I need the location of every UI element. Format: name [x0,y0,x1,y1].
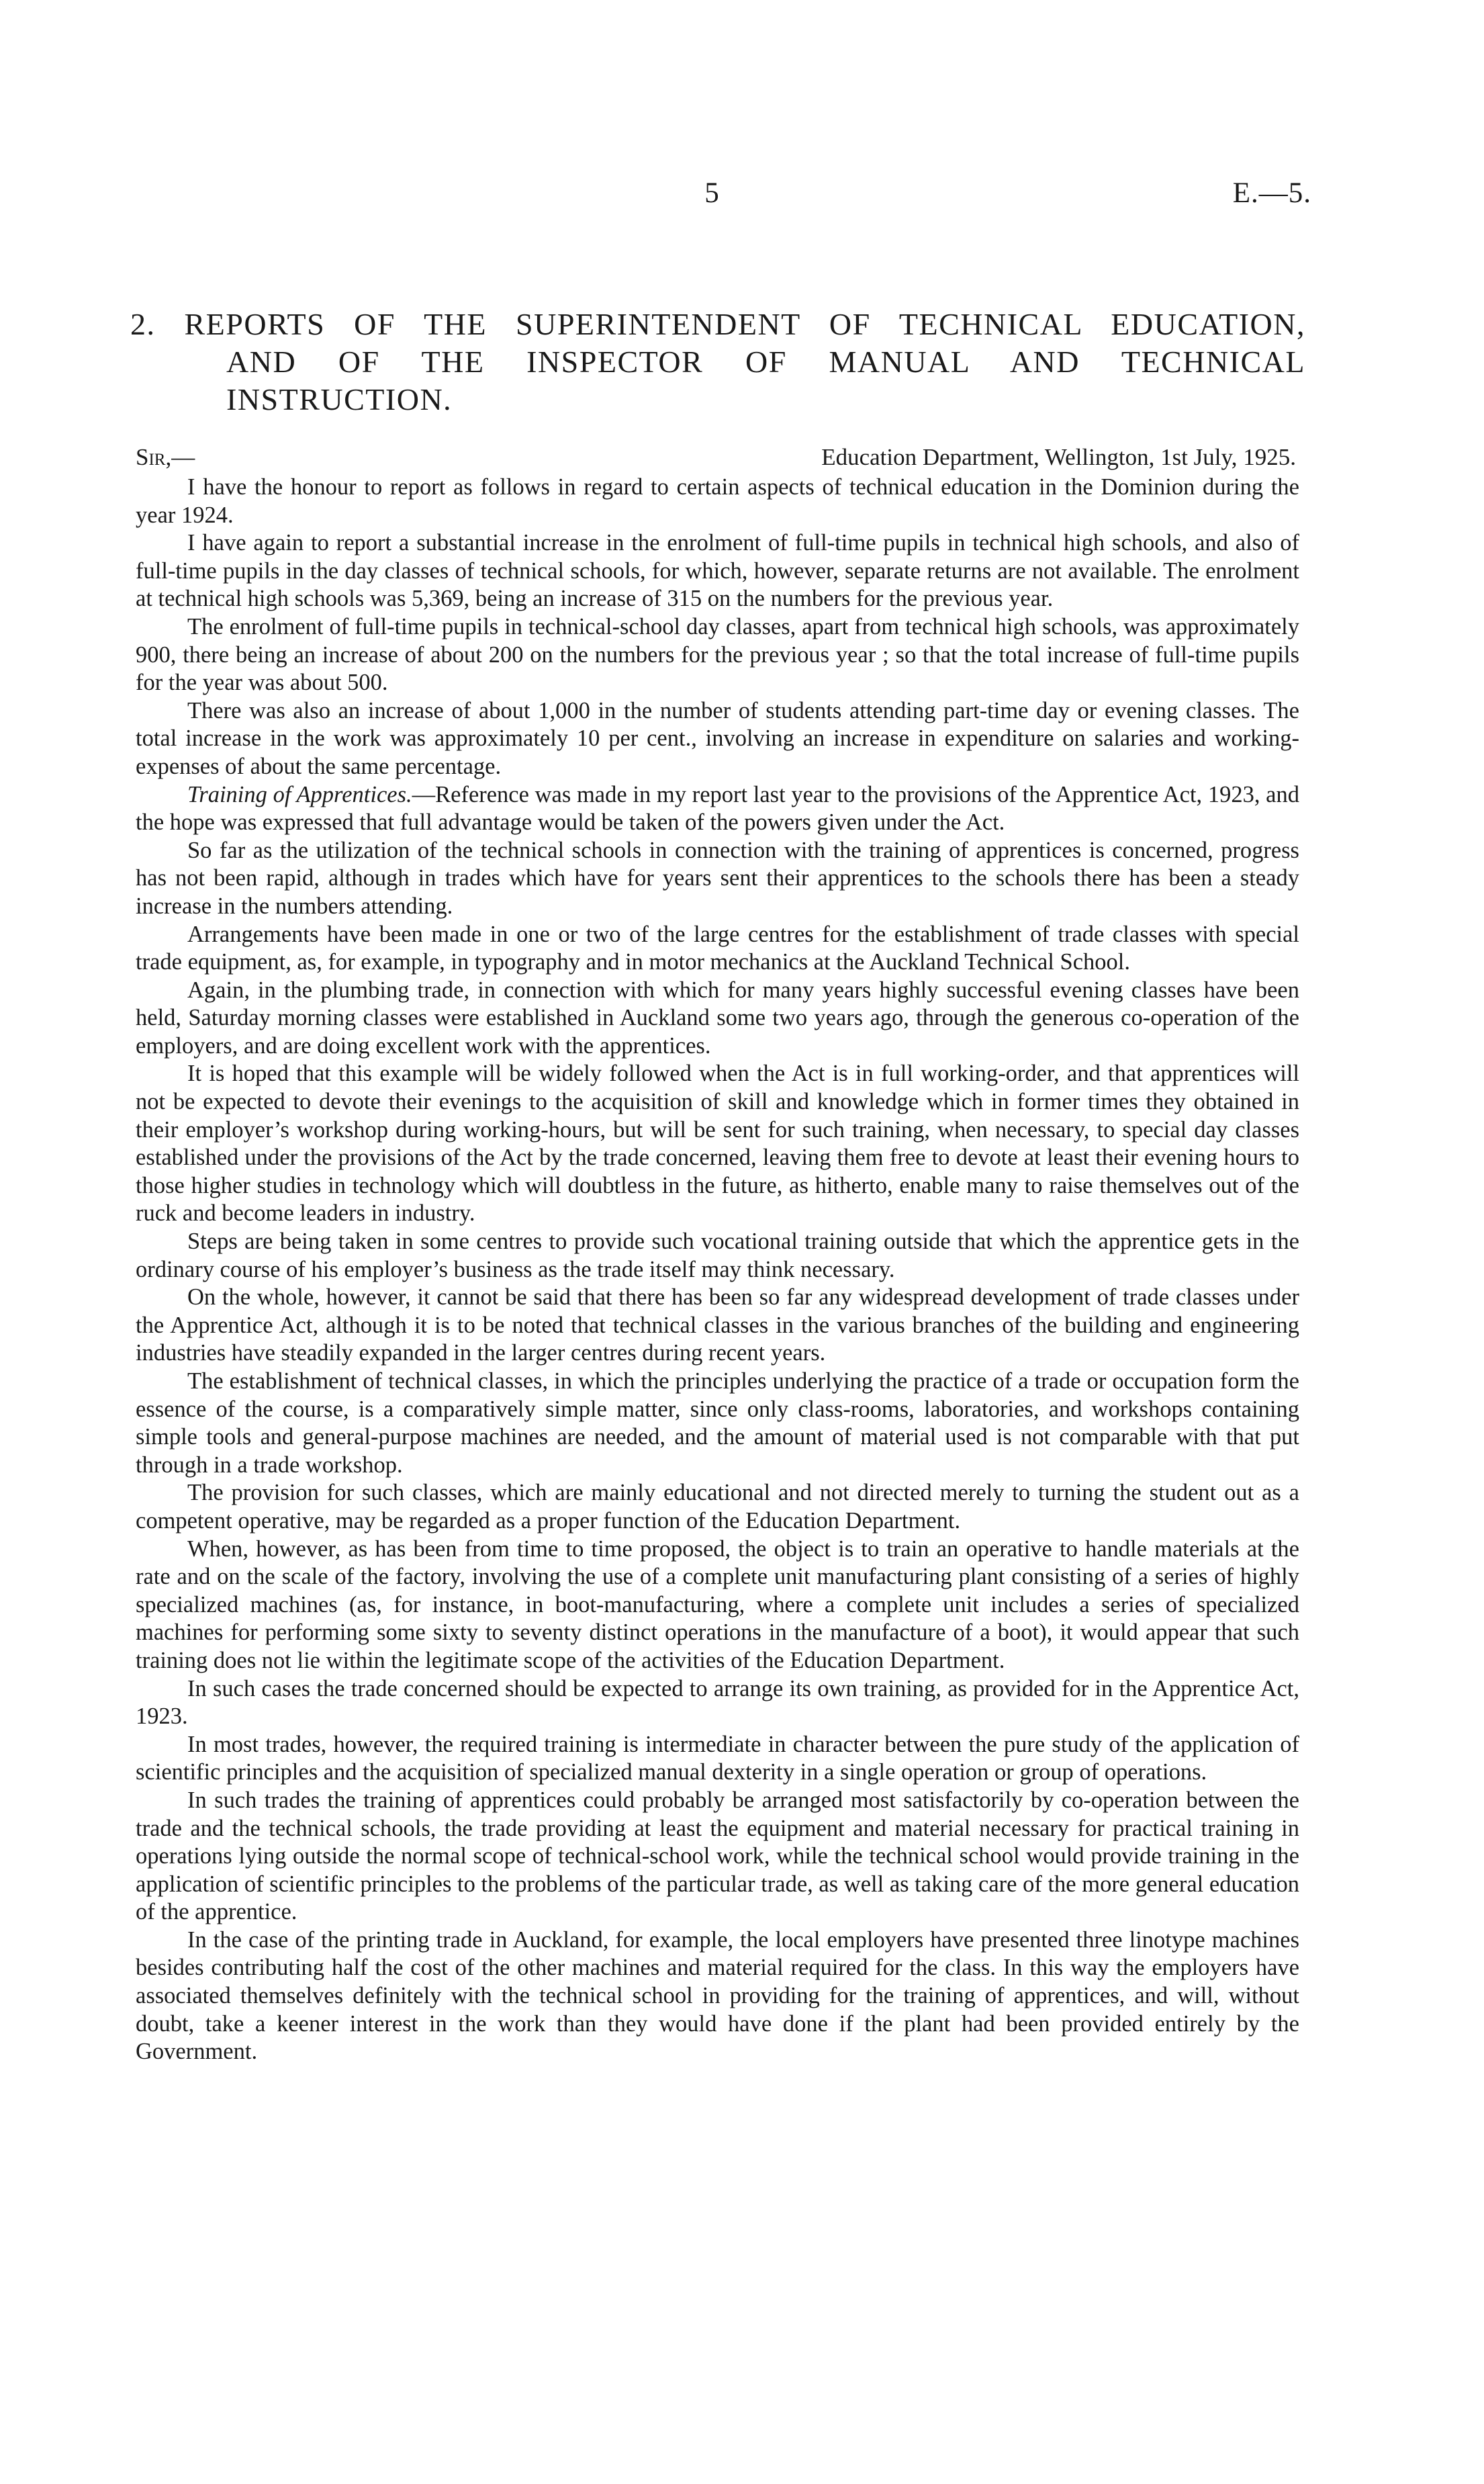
paragraph [136,1536,1299,1675]
paragraph [136,921,1299,977]
paragraph [136,1228,1299,1284]
report-body [136,474,1299,2066]
paragraph-text: In such cases the trade concerned should be expected to arrange its own training, as provided for in the Apprentice Act, 1923. [136,1675,1299,1730]
paragraph [136,697,1299,781]
paragraph [136,1479,1299,1535]
paragraph-text: I have the honour to report as follows in regard to certain aspects of technical education in the Dominion during the year 1924. [136,474,1299,528]
dateline: Education Department, Wellington, 1st July, 1925. [821,444,1296,470]
section-title [130,306,1305,418]
section-title-line-1: 2. REPORTS OF THE SUPERINTENDENT OF TECHNICAL EDUCATION, [130,307,1305,341]
paragraph [136,837,1299,921]
paragraph [136,1675,1299,1731]
paragraph-text: On the whole, however, it cannot be said that there has been so far any widespread development of trade classes under the Apprentice Act, although it is to be noted that technical classes in the various branches of the building and engineering industries have steadily expanded in the larger centres during recent years. [136,1284,1299,1366]
section-title-line-3: INSTRUCTION. [226,382,453,416]
paragraph-run-in-heading: Training of Apprentices. [187,781,412,807]
paragraph [136,1284,1299,1368]
paragraph-text: Again, in the plumbing trade, in connection with which for many years highly successful evening classes have been held, Saturday morning classes were established in Auckland some two years ago, through the generous co-operation of the employers, and are doing excellent work with the apprentices. [136,977,1299,1059]
paragraph [136,474,1299,529]
paragraph [136,1060,1299,1228]
paragraph-text: It is hoped that this example will be widely followed when the Act is in full working-order, and that apprentices will not be expected to devote their evenings to the acquisition of skill and knowledge which in former times they obtained in their employer’s workshop during working-hours, but will be sent for such training, when necessary, to special day classes established under the provisions of the Act by the trade concerned, leaving them free to devote at least their evening hours to those higher studies in technology which will doubtless in the future, as hitherto, enable many to raise themselves out of the ruck and become leaders in industry. [136,1061,1299,1227]
document-reference: E.—5. [1232,177,1311,209]
paragraph-text: In the case of the printing trade in Auckland, for example, the local employers have presented three linotype machines besides contributing half the cost of the other machines and material required for the class. In this way the employers have associated themselves definitely with the technical school in providing for the training of apprentices, and will, without doubt, take a keener interest in the work than they would have done if the plant had been provided entirely by the Government. [136,1926,1299,2065]
paragraph-text: The provision for such classes, which are mainly educational and not directed merely to turning the student out as a competent operative, may be regarded as a proper function of the Education Department. [136,1480,1299,1534]
paragraph-text: The enrolment of full-time pupils in technical-school day classes, apart from technical high schools, was approximately 900, there being an increase of about 200 on the numbers for the previous year ; so that the total increase of full-time pupils for the year was about 500. [136,613,1299,696]
page-number: 5 [704,177,719,209]
salutation: Sir,— [136,444,195,470]
paragraph [136,781,1299,837]
paragraph [136,977,1299,1061]
paragraph [136,1731,1299,1787]
paragraph-text: The establishment of technical classes, in which the principles underlying the practice of a trade or occupation form the essence of the course, is a comparatively simple matter, since only class-rooms, laboratories, and workshops containing simple tools and general-purpose machines are needed, and the amount of material used is not comparable with that put through in a trade workshop. [136,1368,1299,1478]
letter-opening [136,440,1296,475]
paragraph-text: In most trades, however, the required training is intermediate in character between the pure study of the application of scientific principles and the acquisition of specialized manual dexterity in a single operation or group of operations. [136,1731,1299,1785]
section-title-continuation [130,343,1305,418]
paragraph [136,1368,1299,1479]
paragraph [136,529,1299,613]
paragraph [136,1926,1299,2066]
paragraph-text: In such trades the training of apprentices could probably be arranged most satisfactorily by co-operation between the trade and the technical schools, the trade providing at least the equipment and material necessary for practical training in operations lying outside the normal scope of technical-school work, while the technical school would provide training in the application of scientific principles to the problems of the particular trade, as well as taking care of the more general education of the apprentice. [136,1787,1299,1925]
section-title-line-2: AND OF THE INSPECTOR OF MANUAL AND TECHNICAL [226,345,1305,379]
paragraph-text: —Reference was made in my report last year to the provisions of the Apprentice Act, 1923, and the hope was expressed that full advantage would be taken of the powers given under the Act. [136,781,1299,836]
paragraph-text: Steps are being taken in some centres to provide such vocational training outside that which the apprentice gets in the ordinary course of his employer’s business as the trade itself may think necessary. [136,1229,1299,1282]
paragraph [136,613,1299,697]
paragraph-text: When, however, as has been from time to time proposed, the object is to train an operative to handle materials at the rate and on the scale of the factory, involving the use of a complete unit manufacturing plant consisting of a series of highly specialized machines (as, for instance, in boot-manufacturing, where a complete unit includes a series of specialized machines for performing some sixty to seventy distinct operations in the manufacture of a boot), it would appear that such training does not lie within the legitimate scope of the activities of the Education Department. [136,1536,1299,1673]
paragraph-text: Arrangements have been made in one or two of the large centres for the establishment of trade classes with special trade equipment, as, for example, in typography and in motor mechanics at the Auckland Technical School. [136,921,1299,975]
paragraph-text: There was also an increase of about 1,000 in the number of students attending part-time day or evening classes. The total increase in the work was approximately 10 per cent., involving an increase in expenditure on salaries and working-expenses of about the same percentage. [136,697,1299,779]
paragraph [136,1787,1299,1926]
paragraph-text: So far as the utilization of the technical schools in connection with the training of apprentices is concerned, progress has not been rapid, although in trades which have for years sent their apprentices to the schools there has been a steady increase in the numbers attending. [136,837,1299,919]
page-header [0,173,1484,214]
paragraph-text: I have again to report a substantial increase in the enrolment of full-time pupils in technical high schools, and also of full-time pupils in the day classes of technical schools, for which, however, separate returns are not available. The enrolment at technical high schools was 5,369, being an increase of 315 on the numbers for the previous year. [136,530,1299,612]
